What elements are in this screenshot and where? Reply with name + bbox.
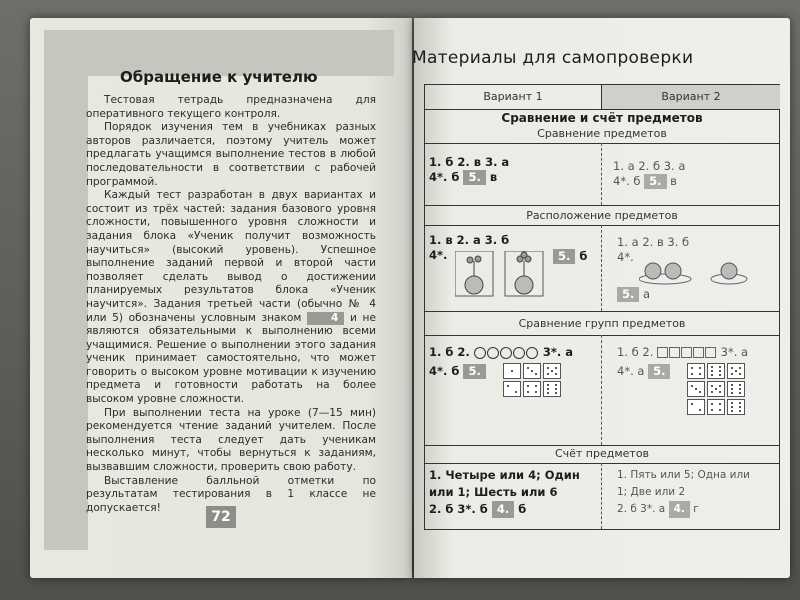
- divider: [425, 335, 779, 336]
- answer-cell: [429, 467, 580, 518]
- die-icon: [707, 363, 725, 379]
- dice-group: [503, 363, 561, 397]
- answer-line: [617, 345, 748, 360]
- variant-2-header: Вариант 2: [601, 85, 780, 109]
- answers-table: [424, 84, 780, 530]
- task-number-box: 5.: [648, 364, 670, 379]
- die-icon: [543, 363, 561, 379]
- divider: [425, 205, 779, 206]
- answer-text: 1. б 2.: [429, 345, 470, 359]
- section-title: Сравнение предметов: [537, 127, 667, 140]
- answer-line: [429, 501, 580, 518]
- page-title: Обращение к учителю: [120, 68, 318, 86]
- answer-text: б: [518, 502, 527, 516]
- paragraph: Выставление балльной отметки по результатам тестирования в 1 классе не допускается!: [86, 474, 376, 514]
- answer-line: 1. б 2. в 3. а: [429, 155, 510, 169]
- die-icon: [687, 363, 705, 379]
- answer-text: б: [579, 249, 588, 263]
- circles-row: [474, 345, 539, 359]
- variant-1-header: Вариант 1: [483, 90, 543, 103]
- answer-text: 4*. б: [613, 174, 641, 188]
- main-heading: Сравнение и счёт предметов: [501, 111, 703, 125]
- column-divider: [601, 463, 602, 529]
- die-icon: [687, 399, 705, 415]
- answer-cell: [617, 287, 650, 302]
- task-number-box: 5.: [617, 287, 639, 302]
- paragraph: Порядок изучения тем в учебниках разных авторов различается, поэтому учитель может предлагать учащимся выполнение тестов в любой последовательности в соответствии с рабочей программой.: [86, 121, 376, 188]
- squares-row: [657, 345, 717, 359]
- answer-line: 1. а 2. б 3. а: [613, 159, 686, 173]
- die-icon: [687, 381, 705, 397]
- die-icon: [707, 399, 725, 415]
- die-icon: [543, 381, 561, 397]
- task-number-box: 5.: [463, 364, 485, 379]
- answer-line: или 1; Шесть или 6: [429, 485, 558, 499]
- section-title: Расположение предметов: [526, 209, 678, 222]
- vase-icon: [455, 251, 565, 297]
- paragraph: [86, 189, 376, 407]
- answer-cell: [617, 467, 750, 518]
- divider: [425, 463, 779, 464]
- section-title: Счёт предметов: [554, 447, 650, 460]
- divider: [425, 225, 779, 226]
- answer-text: 4*.: [429, 248, 448, 262]
- answer-text: 3*. а: [542, 345, 573, 359]
- intro-text: [86, 94, 376, 515]
- answer-line: 1. Четыре или 4; Один: [429, 468, 580, 482]
- die-icon: [523, 381, 541, 397]
- apple-icon: [639, 257, 749, 287]
- paragraph: Тестовая тетрадь предназначена для оперативного текущего контроля.: [86, 94, 376, 120]
- column-divider: [601, 225, 602, 311]
- answer-line: 1. в 2. а 3. б: [429, 233, 510, 247]
- answer-line: [613, 174, 685, 189]
- column-divider: [601, 335, 602, 445]
- apples-picture: [639, 257, 749, 291]
- answer-line: [617, 501, 750, 518]
- answer-text: 4*. б: [429, 170, 460, 184]
- answer-line: 1. Пять или 5; Одна или: [617, 469, 750, 481]
- die-icon: [727, 381, 745, 397]
- divider: [425, 311, 779, 312]
- paragraph-text: Каждый тест разработан в двух вариантах и состоит из трёх частей: задания базового уровня сложности, повышенного уровня сложности и задания блока «Ученик получит возможность научиться» (высокий уровень). Успешное выполнение заданий первой и второй части позволяет сделать вывод о достижении планируемых результатов блока «Ученик научится». Задания третьей части (обычно № 4 или 5) обозначены условным знаком: [86, 189, 376, 324]
- paragraph-text: и не являются обязательными к выполнению всеми учащимися. Решение о выполнении этого задания ученик принимает самостоятельно, что может говорить о высоком уровне мотивации к изучению предмета и готовности работать на более высоком уровне сложности.: [86, 311, 376, 406]
- answer-cell: [429, 155, 509, 185]
- die-icon: [707, 381, 725, 397]
- task-number-box: 4.: [669, 501, 690, 518]
- die-icon: [503, 381, 521, 397]
- divider: [425, 445, 779, 446]
- grey-band-vertical: [44, 30, 88, 550]
- answer-text: в: [670, 174, 677, 188]
- task-number-box: 5.: [644, 174, 666, 189]
- answer-line: 1; Две или 2: [617, 486, 686, 498]
- answer-line: [429, 345, 573, 360]
- answer-text: г: [693, 503, 699, 515]
- answer-text: 4*. б: [429, 364, 460, 378]
- paragraph: При выполнении теста на уроке (7—15 мин) рекомендуется чтение заданий учителем. После выполнения теста следует дать ученикам несколько минут, чтобы вернуться к заданиям, вызвавшим сложности, проверить свою работу.: [86, 406, 376, 474]
- task-number-box: 4.: [492, 501, 514, 518]
- vase-picture: [455, 251, 565, 301]
- answer-cell: [613, 159, 685, 189]
- table-header: [425, 85, 779, 110]
- task-number-box: 5.: [553, 249, 575, 264]
- die-icon: [503, 363, 521, 379]
- answer-line: 1. а 2. в 3. б: [617, 235, 690, 249]
- answer-cell: [553, 249, 587, 264]
- die-icon: [727, 363, 745, 379]
- answer-line: [429, 170, 509, 185]
- answer-text: 4*. а: [617, 364, 645, 378]
- die-icon: [727, 399, 745, 415]
- dice-group: [687, 363, 745, 415]
- task-marker: 4: [307, 312, 344, 326]
- answer-text: 4*.: [617, 250, 634, 264]
- column-divider: [601, 143, 602, 205]
- task-number-box: 5.: [463, 170, 485, 185]
- die-icon: [523, 363, 541, 379]
- page-number: 72: [206, 506, 236, 528]
- answer-text: 3*. а: [720, 345, 749, 359]
- answer-text: в: [489, 170, 498, 184]
- answer-text: 2. б 3*. б: [429, 502, 488, 516]
- answer-text: а: [643, 287, 651, 301]
- answers-title: Материалы для самопроверки: [412, 48, 694, 68]
- section-title: Сравнение групп предметов: [518, 317, 686, 330]
- answer-text: 1. б 2.: [617, 345, 654, 359]
- divider: [425, 143, 779, 144]
- answer-text: 2. б 3*. а: [617, 503, 666, 515]
